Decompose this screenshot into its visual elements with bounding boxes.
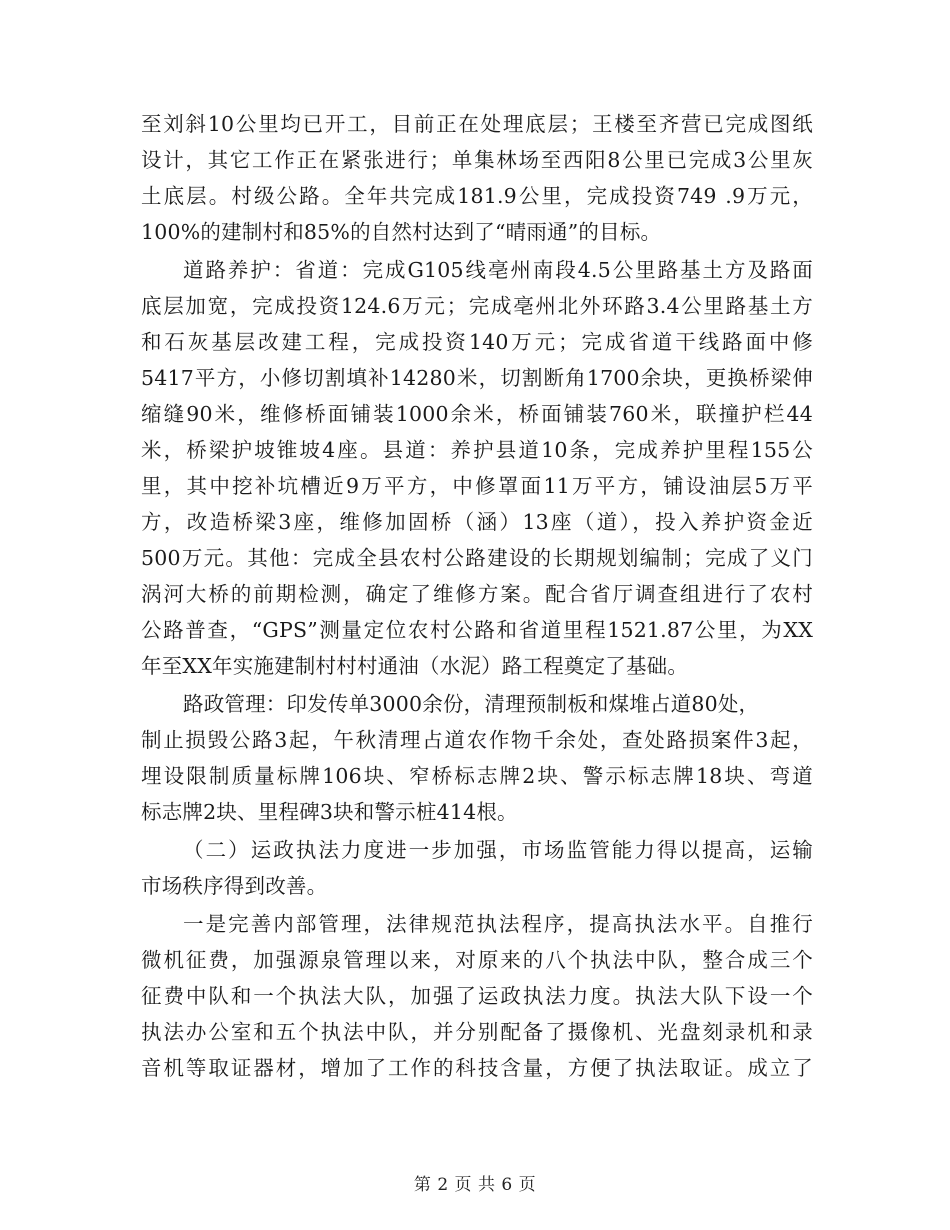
page-number-footer: 第 2 页 共 6 页 xyxy=(413,1175,537,1195)
paragraph-road-maintenance xyxy=(141,252,813,684)
paragraph-road-administration xyxy=(141,686,813,830)
text-line: 一是完善内部管理，法律规范执法程序，提高执法水平。自推行 xyxy=(183,912,813,936)
text-line: 至刘斜10公里均已开工，目前正在处理底层；王楼至齐营已完成图纸 xyxy=(141,112,813,136)
text-line: 500万元。其他：完成全县农村公路建设的长期规划编制；完成了义门 xyxy=(141,546,813,570)
section-heading-transport-enforcement xyxy=(141,832,813,904)
text-line: 音机等取证器材，增加了工作的科技含量，方便了执法取证。成立了 xyxy=(141,1056,813,1080)
text-line: 埋设限制质量标牌106块、窄桥标志牌2块、警示标志牌18块、弯道 xyxy=(141,764,813,788)
text-line: 和石灰基层改建工程，完成投资140万元；完成省道干线路面中修 xyxy=(141,330,813,354)
paragraph-road-construction xyxy=(141,106,813,250)
text-line: 市场秩序得到改善。 xyxy=(141,874,328,898)
text-line: 缩缝90米，维修桥面铺装1000余米，桥面铺装760米，联撞护栏44 xyxy=(141,402,813,426)
paragraph-internal-management xyxy=(141,906,813,1086)
text-line: 里，其中挖补坑槽近9万平方，中修罩面11万平方，铺设油层5万平 xyxy=(141,474,813,498)
text-line: 底层加宽，完成投资124.6万元；完成亳州北外环路3.4公里路基土方 xyxy=(141,294,813,318)
text-line: 5417平方，小修切割填补14280米，切割断角1700余块，更换桥梁伸 xyxy=(141,366,813,390)
text-line: 涡河大桥的前期检测，确定了维修方案。配合省厅调查组进行了农村 xyxy=(141,582,813,606)
text-line: （二）运政执法力度进一步加强，市场监管能力得以提高，运输 xyxy=(183,838,813,862)
text-line: 路政管理：印发传单3000余份，清理预制板和煤堆占道80处， xyxy=(183,692,760,716)
text-line: 年至XX年实施建制村村村通油（水泥）路工程奠定了基础。 xyxy=(141,654,689,678)
text-line: 微机征费，加强源泉管理以来，对原来的八个执法中队，整合成三个 xyxy=(141,948,813,972)
text-line: 标志牌2块、里程碑3块和警示桩414根。 xyxy=(141,800,518,824)
text-line: 设计，其它工作正在紧张进行；单集林场至西阳8公里已完成3公里灰 xyxy=(141,148,813,172)
text-line: 公路普查，“GPS”测量定位农村公路和省道里程1521.87公里，为XX xyxy=(141,618,813,642)
document-body xyxy=(141,106,813,1086)
text-line: 制止损毁公路3起，午秋清理占道农作物千余处，查处路损案件3起， xyxy=(141,728,813,752)
text-line: 土底层。村级公路。全年共完成181.9公里，完成投资749 .9万元， xyxy=(141,184,813,208)
text-line: 100%的建制村和85%的自然村达到了“晴雨通”的目标。 xyxy=(141,220,662,244)
text-line: 方，改造桥梁3座，维修加固桥（涵）13座（道），投入养护资金近 xyxy=(141,510,813,534)
text-line: 执法办公室和五个执法中队，并分别配备了摄像机、光盘刻录机和录 xyxy=(141,1020,813,1044)
text-line: 道路养护：省道：完成G105线亳州南段4.5公里路基土方及路面 xyxy=(183,258,813,282)
text-line: 米，桥梁护坡锥坡4座。县道：养护县道10条，完成养护里程155公 xyxy=(141,438,813,462)
text-line: 征费中队和一个执法大队，加强了运政执法力度。执法大队下设一个 xyxy=(141,984,813,1008)
